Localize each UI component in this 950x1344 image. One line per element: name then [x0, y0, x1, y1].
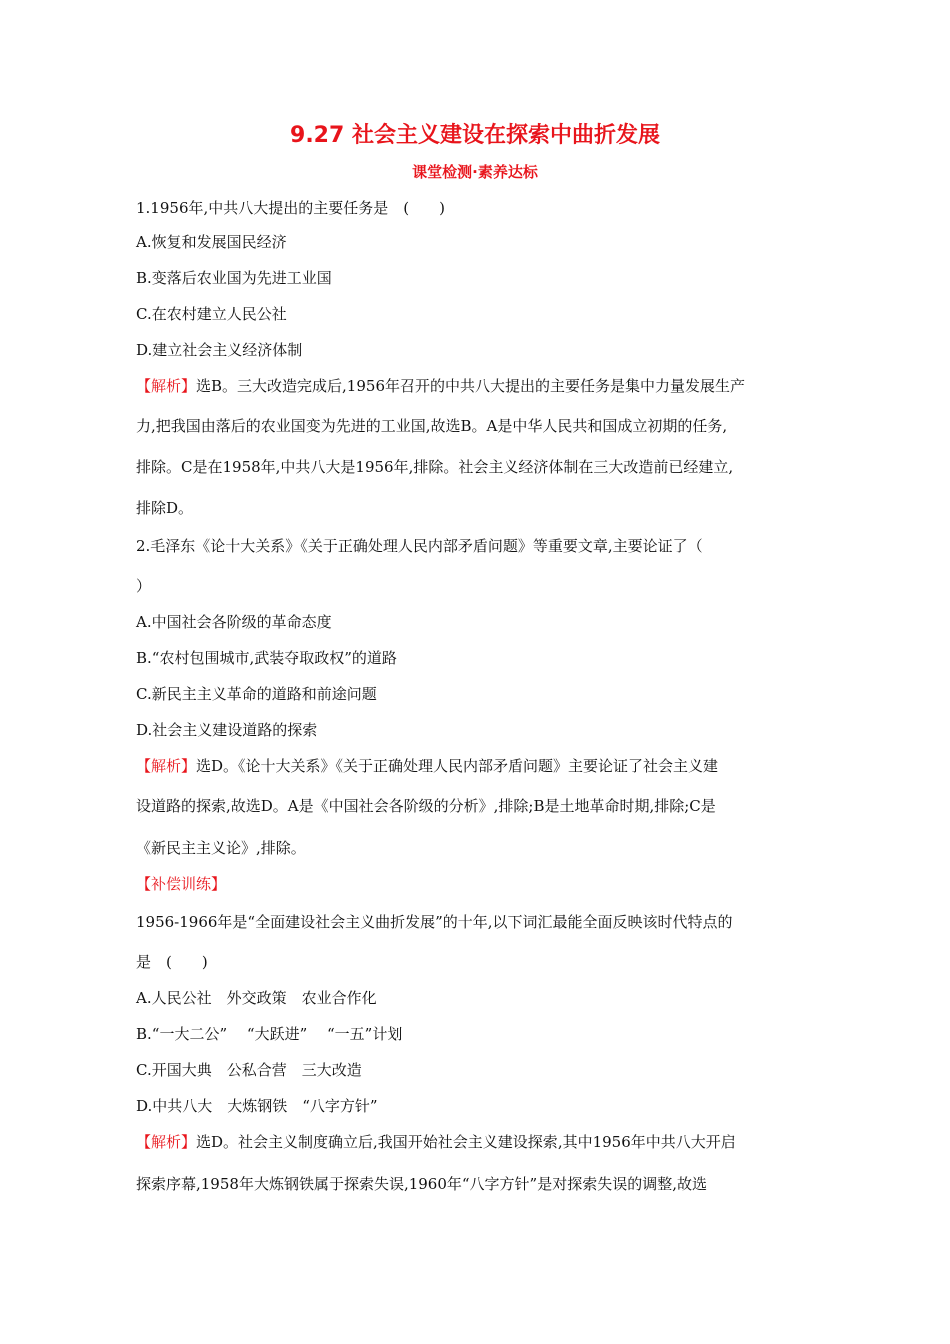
supplementary-section-heading: 【补偿训练】	[136, 875, 227, 893]
q2-stem-line-2: ）	[136, 577, 152, 595]
q3-stem-line-2: 是 ( )	[136, 953, 208, 971]
page-subtitle: 课堂检测·素养达标	[412, 163, 538, 181]
q3-analysis-line-2: 探索序幕,1958年大炼钢铁属于探索失误,1960年“八字方针”是对探索失误的调整,故选	[136, 1175, 707, 1193]
analysis-text: 选D。《论十大关系》《关于正确处理人民内部矛盾问题》主要论证了社会主义建	[196, 757, 719, 775]
q3-option-c: C.开国大典 公私合营 三大改造	[136, 1061, 362, 1079]
q2-option-b: B.“农村包围城市,武装夺取政权”的道路	[136, 649, 397, 667]
analysis-text: 选D。社会主义制度确立后,我国开始社会主义建设探索,其中1956年中共八大开启	[196, 1133, 736, 1151]
analysis-text: 选B。三大改造完成后,1956年召开的中共八大提出的主要任务是集中力量发展生产	[196, 377, 745, 395]
q2-option-a: A.中国社会各阶级的革命态度	[136, 613, 332, 631]
q1-analysis-line-1	[136, 374, 816, 398]
q2-analysis-line-1	[136, 754, 816, 778]
q1-option-d: D.建立社会主义经济体制	[136, 341, 303, 359]
q2-option-c: C.新民主主义革命的道路和前途问题	[136, 685, 377, 703]
q3-option-b: B.“一大二公” “大跃进” “一五”计划	[136, 1025, 403, 1043]
q3-option-d: D.中共八大 大炼钢铁 “八字方针”	[136, 1097, 378, 1115]
page-title: 9.27 社会主义建设在探索中曲折发展	[290, 123, 660, 148]
q1-analysis-line-3: 排除。C是在1958年,中共八大是1956年,排除。社会主义经济体制在三大改造前已经建立,	[136, 458, 734, 476]
q2-analysis-line-3: 《新民主主义论》,排除。	[136, 839, 306, 857]
q2-stem-line-1: 2.毛泽东《论十大关系》《关于正确处理人民内部矛盾问题》等重要文章,主要论证了（	[136, 537, 703, 555]
q1-analysis-line-2: 力,把我国由落后的农业国变为先进的工业国,故选B。A是中华人民共和国成立初期的任务,	[136, 417, 728, 435]
q2-option-d: D.社会主义建设道路的探索	[136, 721, 318, 739]
q2-analysis-line-2: 设道路的探索,故选D。A是《中国社会各阶级的分析》,排除;B是土地革命时期,排除;C是	[136, 797, 716, 815]
analysis-tag: 【解析】	[136, 757, 197, 775]
q1-option-c: C.在农村建立人民公社	[136, 305, 287, 323]
q1-option-b: B.变落后农业国为先进工业国	[136, 269, 332, 287]
q3-stem-line-1: 1956-1966年是“全面建设社会主义曲折发展”的十年,以下词汇最能全面反映该时代特点的	[136, 913, 733, 931]
q1-stem: 1.1956年,中共八大提出的主要任务是 ( )	[136, 199, 445, 217]
q1-option-a: A.恢复和发展国民经济	[136, 233, 287, 251]
q3-analysis-line-1	[136, 1130, 816, 1154]
q3-option-a: A.人民公社 外交政策 农业合作化	[136, 989, 377, 1007]
q1-analysis-line-4: 排除D。	[136, 499, 194, 517]
analysis-tag: 【解析】	[136, 1133, 197, 1151]
analysis-tag: 【解析】	[136, 377, 197, 395]
